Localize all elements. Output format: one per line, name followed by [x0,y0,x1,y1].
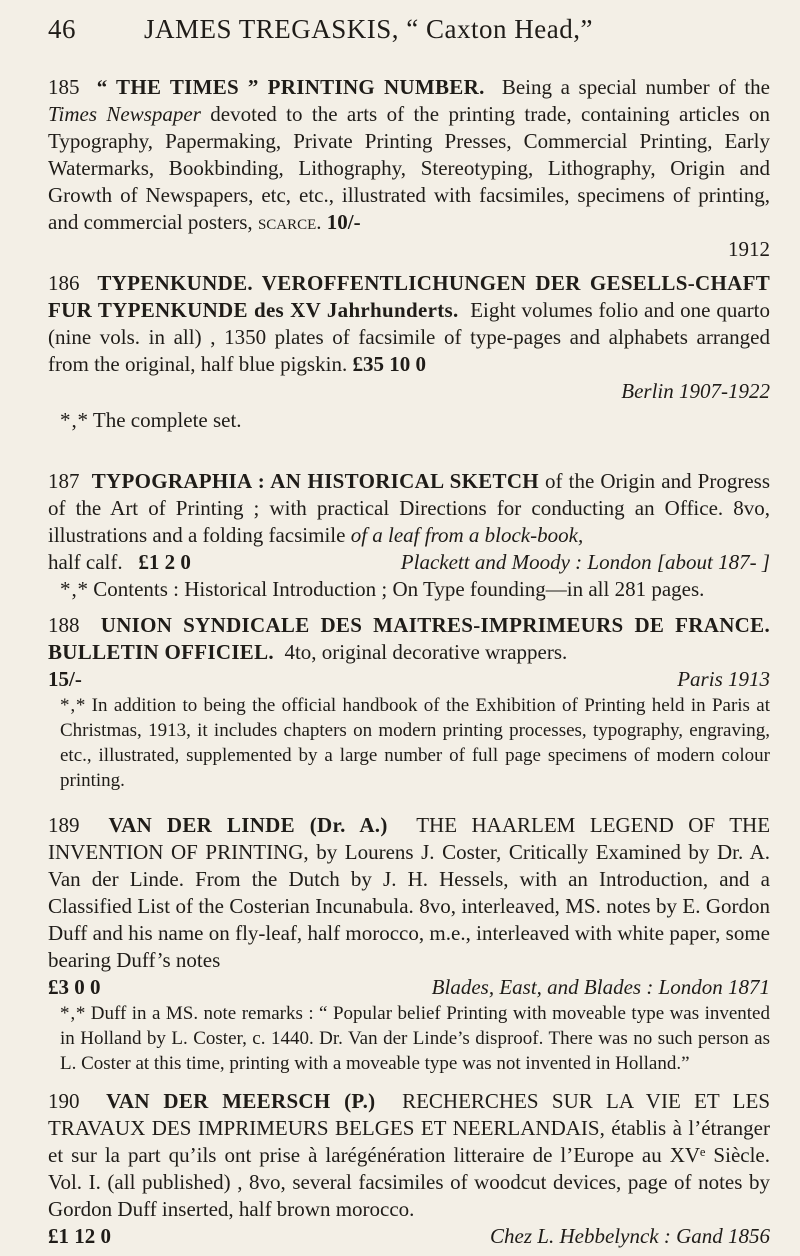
entry-heading: “ THE TIMES ” PRINTING NUMBER. [96,75,485,99]
entry-price: £1 2 0 [138,550,191,574]
entry-heading: TYPOGRAPHIA : AN HISTORICAL SKETCH [91,469,539,493]
entry-note: *‚* Contents : Historical Introduction ; On Type founding—in all 281 pages. [60,577,705,601]
entry-text: THE HAARLEM LEGEND OF THE INVENTION OF PRINTING, by Lourens J. Coster, Critically Examined by Dr. A. Van der Linde. From the Dutch by J. H. Hessels, with an Introduction, and a Classified List of the Costerian Incunabula. 8vo, interleaved, MS. notes by E. Gordon Duff and his name on fly-leaf, half morocco, m.e., interleaved with white paper, some bearing Duff’s notes [48,813,771,972]
entry-imprint: Blades, East, and Blades : London 1871 [431,975,770,999]
entry-185 [48,74,770,263]
entry-number: 190 [48,1089,80,1113]
entry-heading: VAN DER MEERSCH (P.) [106,1089,376,1113]
entry-note: *‚* In addition to being the official handbook of the Exhibition of Printing held in Paris at Christmas, 1913, it includes chapters on modern printing processes, typography, engraving, etc., illustrated, supplemented by a large number of full page specimens of modern colour printing. [60,695,770,791]
entry-price: 15/- [48,667,82,691]
entry-italic: Times Newspaper [48,102,201,126]
scarce-label: scarce. [257,210,322,234]
entry-number: 187 [48,469,80,493]
entry-heading: VAN DER LINDE (Dr. A.) [108,813,388,837]
entry-number: 185 [48,75,80,99]
entry-price: £35 10 0 [352,352,426,376]
entry-187 [48,468,770,603]
entry-189 [48,812,770,1076]
entry-price-row [48,974,770,1001]
entry-price-row [48,1223,770,1250]
entry-note: *‚* Duff in a MS. note remarks : “ Popular belief Printing with moveable type was invented in Holland by L. Coster, c. 1440. Dr. Van der Linde’s disproof. There was no such person as L. Coster at this time, printing with a moveable type was not invented in Holland.” [60,1003,770,1074]
entry-text: 4to, original decorative wrappers. [284,640,568,664]
entry-note: *‚* The complete set. [60,408,242,432]
entry-binding: half calf. [48,550,123,574]
entry-text: RECHERCHES SUR LA VIE ET LES TRAVAUX DES IMPRIMEURS BELGES ET NEERLANDAIS, établis à l’étranger et sur la part qu’ils ont prise à larégénération litteraire de l’Europe au XVᵉ Siècle. Vol. I. (all published) , 8vo, several facsimiles of woodcut devices, page of notes by Gordon Duff inserted, half brown morocco. [48,1089,771,1221]
entry-text: of the Origin and Progress of the Art of Printing ; with practical Directions for conducting an Office. 8vo, illustrations and a folding facsimile [48,469,771,547]
entry-186 [48,270,770,434]
entry-text: Eight volumes folio and one quarto (nine vols. in all) , 1350 plates of facsimile of type-pages and alphabets arranged from the original, half blue pigskin. [48,298,770,376]
entry-190 [48,1088,770,1250]
entry-imprint: Plackett and Moody : London [about 187- ] [400,550,770,574]
entry-price: £3 0 0 [48,975,101,999]
entry-heading: UNION SYNDICALE DES MAITRES-IMPRIMEURS DE FRANCE. BULLETIN OFFICIEL. [48,613,770,664]
entry-price: 10/- [326,210,361,234]
entry-date: 1912 [728,237,770,261]
entry-imprint: Paris 1913 [677,667,770,691]
entry-number: 186 [48,271,80,295]
entry-price-row [48,666,770,693]
page-number: 46 [48,14,76,44]
entry-number: 188 [48,613,80,637]
entry-imprint: Chez L. Hebbelynck : Gand 1856 [490,1224,770,1248]
entry-price-row [48,549,770,576]
entry-italic: of a leaf from a block-book, [350,523,584,547]
entry-imprint: Berlin 1907-1922 [621,379,770,403]
entry-text-continued: devoted to the arts of the printing trade, containing articles on Typography, Papermaking, Private Printing Presses, Commercial Printing, Early Watermarks, Bookbinding, Lithography, Stereotyping, Lithography, Origin and Growth of Newspapers, etc, etc., illustrated with facsimiles, specimens of printing, and commercial posters, [48,102,771,234]
entry-text: Being a special number of the [501,75,770,99]
entry-number: 189 [48,813,80,837]
entry-heading: TYPENKUNDE. VEROFFENTLICHUNGEN DER GESELLS-CHAFT FUR TYPENKUNDE des XV Jahrhunderts. [48,271,770,322]
entry-188 [48,612,770,793]
running-title: JAMES TREGASKIS, “ Caxton Head,” [144,14,593,44]
entry-price: £1 12 0 [48,1224,111,1248]
